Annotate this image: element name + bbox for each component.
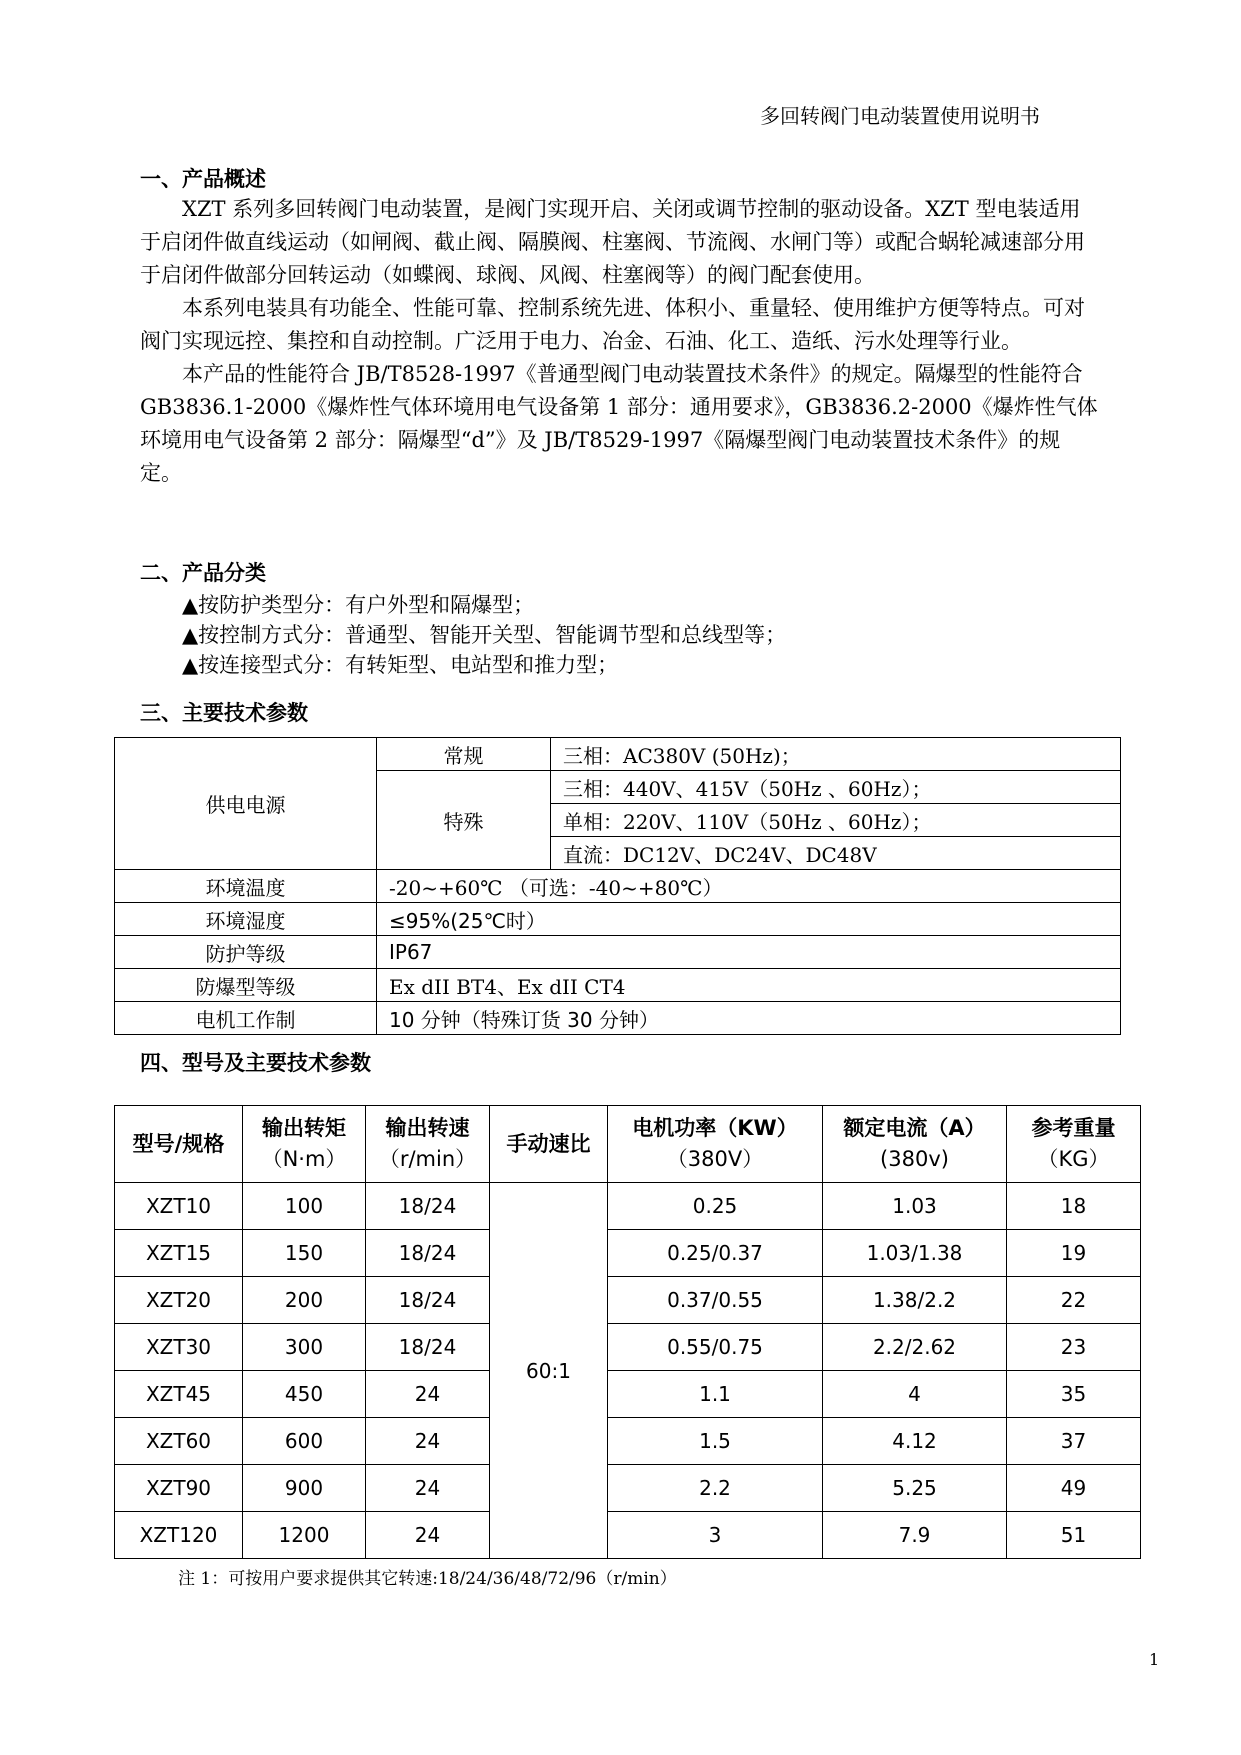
table-cell: 2.2/2.62 <box>823 1324 1007 1371</box>
table-cell: XZT45 <box>115 1371 243 1418</box>
table-cell: XZT120 <box>115 1512 243 1559</box>
normal-value: 三相：AC380V (50Hz)； <box>551 738 1121 771</box>
table-cell: 4 <box>823 1371 1007 1418</box>
table-cell: XZT15 <box>115 1230 243 1277</box>
table-cell: 23 <box>1007 1324 1141 1371</box>
section1-para1: XZT 系列多回转阀门电动装置，是阀门实现开启、关闭或调节控制的驱动设备。XZT 型电装适用于启闭件做直线运动（如闸阀、截止阀、隔膜阀、柱塞阀、节流阀、水闸门等）或配合蜗轮减速部分用于启闭件做部分回转运动（如蝶阀、球阀、风阀、柱塞阀等）的阀门配套使用。 <box>140 197 1085 287</box>
normal-label: 常规 <box>377 738 551 771</box>
table-cell: 1.1 <box>608 1371 823 1418</box>
column-header: 参考重量 （KG） <box>1007 1106 1141 1183</box>
table-cell: 1.03/1.38 <box>823 1230 1007 1277</box>
table-cell: 24 <box>366 1371 490 1418</box>
column-header: 手动速比 <box>490 1106 608 1183</box>
table-cell: XZT20 <box>115 1277 243 1324</box>
table-cell: 5.25 <box>823 1465 1007 1512</box>
table-cell: 0.25 <box>608 1183 823 1230</box>
table-cell: 0.37/0.55 <box>608 1277 823 1324</box>
table-cell: 1.5 <box>608 1418 823 1465</box>
special-value: 三相：440V、415V（50Hz 、60Hz）； <box>551 771 1121 804</box>
table-row <box>115 969 1121 1002</box>
table-cell: 22 <box>1007 1277 1141 1324</box>
table-row <box>115 1183 1141 1230</box>
table-header-row <box>115 1106 1141 1183</box>
power-supply-label: 供电电源 <box>115 738 377 870</box>
column-header: 输出转速 （r/min） <box>366 1106 490 1183</box>
table-cell: 24 <box>366 1512 490 1559</box>
section3-heading: 三、主要技术参数 <box>140 700 308 725</box>
table-cell: 0.25/0.37 <box>608 1230 823 1277</box>
table-row <box>115 1371 1141 1418</box>
param-value: -20~+60℃ （可选：-40~+80℃） <box>377 870 1121 903</box>
table-cell: 19 <box>1007 1230 1141 1277</box>
table-row <box>115 1230 1141 1277</box>
tech-params-table <box>114 737 1121 1035</box>
table-cell: 35 <box>1007 1371 1141 1418</box>
table-cell: 18/24 <box>366 1277 490 1324</box>
table-cell: 2.2 <box>608 1465 823 1512</box>
section1-heading: 一、产品概述 <box>140 166 266 191</box>
param-value: IP67 <box>377 936 1121 969</box>
table-cell: 150 <box>243 1230 366 1277</box>
table-row <box>115 738 1121 771</box>
classification-item: ▲按控制方式分：普通型、智能开关型、智能调节型和总线型等； <box>182 623 787 647</box>
table-cell: 7.9 <box>823 1512 1007 1559</box>
special-label: 特殊 <box>377 771 551 870</box>
table-cell: 51 <box>1007 1512 1141 1559</box>
param-label: 防爆型等级 <box>115 969 377 1002</box>
column-header: 输出转矩 （N·m） <box>243 1106 366 1183</box>
column-header: 额定电流（A） (380v) <box>823 1106 1007 1183</box>
table-cell: 0.55/0.75 <box>608 1324 823 1371</box>
param-value: ≤95%(25℃时） <box>377 903 1121 936</box>
table-cell: 900 <box>243 1465 366 1512</box>
table-cell: 49 <box>1007 1465 1141 1512</box>
table-cell: 1.38/2.2 <box>823 1277 1007 1324</box>
param-label: 环境温度 <box>115 870 377 903</box>
table-cell: 18/24 <box>366 1183 490 1230</box>
table-cell: 200 <box>243 1277 366 1324</box>
param-label: 电机工作制 <box>115 1002 377 1035</box>
table-cell: XZT60 <box>115 1418 243 1465</box>
column-header: 型号/规格 <box>115 1106 243 1183</box>
table-cell: 1200 <box>243 1512 366 1559</box>
special-value: 直流：DC12V、DC24V、DC48V <box>551 837 1121 870</box>
table-cell: 18 <box>1007 1183 1141 1230</box>
table-cell: XZT30 <box>115 1324 243 1371</box>
table-row <box>115 1277 1141 1324</box>
table-cell: 450 <box>243 1371 366 1418</box>
table-row <box>115 1465 1141 1512</box>
section1-para2: 本系列电装具有功能全、性能可靠、控制系统先进、体积小、重量轻、使用维护方便等特点。可对阀门实现远控、集控和自动控制。广泛用于电力、冶金、石油、化工、造纸、污水处理等行业。 <box>140 296 1085 353</box>
param-value: 10 分钟（特殊订货 30 分钟） <box>377 1002 1121 1035</box>
table-cell: 300 <box>243 1324 366 1371</box>
section2-heading: 二、产品分类 <box>140 560 266 585</box>
classification-item: ▲按连接型式分：有转矩型、电站型和推力型； <box>182 653 619 677</box>
table-cell: 18/24 <box>366 1230 490 1277</box>
table-row <box>115 1324 1141 1371</box>
table-row <box>115 1002 1121 1035</box>
table-cell: 24 <box>366 1418 490 1465</box>
column-header: 电机功率（KW） （380V） <box>608 1106 823 1183</box>
table-cell: 600 <box>243 1418 366 1465</box>
special-value: 单相：220V、110V（50Hz 、60Hz）； <box>551 804 1121 837</box>
table-cell: 1.03 <box>823 1183 1007 1230</box>
table-cell: XZT90 <box>115 1465 243 1512</box>
table-note: 注 1：可按用户要求提供其它转速:18/24/36/48/72/96（r/min） <box>178 1569 677 1589</box>
table-cell: 100 <box>243 1183 366 1230</box>
classification-list <box>182 590 786 680</box>
section1-body <box>140 193 1100 490</box>
model-params-table <box>114 1105 1141 1559</box>
document-header-title: 多回转阀门电动装置使用说明书 <box>760 104 1040 128</box>
table-row <box>115 936 1121 969</box>
table-cell: 3 <box>608 1512 823 1559</box>
section1-para3: 本产品的性能符合 JB/T8528-1997《普通型阀门电动装置技术条件》的规定。隔爆型的性能符合GB3836.1-2000《爆炸性气体环境用电气设备第 1 部分：通用要求》，GB3836.2-2000《爆炸性气体环境用电气设备第 2 部分：隔爆型“d”》及 JB/T8529-1997《隔爆型阀门电动装置技术条件》的规定。 <box>140 362 1098 485</box>
table-cell: 18/24 <box>366 1324 490 1371</box>
table-row <box>115 1418 1141 1465</box>
table-cell: 4.12 <box>823 1418 1007 1465</box>
table-row <box>115 1512 1141 1559</box>
table-cell: XZT10 <box>115 1183 243 1230</box>
param-value: Ex dII BT4、Ex dII CT4 <box>377 969 1121 1002</box>
table-row <box>115 903 1121 936</box>
table-cell: 37 <box>1007 1418 1141 1465</box>
page-number: 1 <box>1149 1650 1160 1669</box>
table-row <box>115 870 1121 903</box>
section4-heading: 四、型号及主要技术参数 <box>140 1050 371 1075</box>
manual-ratio-cell: 60:1 <box>490 1183 608 1559</box>
param-label: 防护等级 <box>115 936 377 969</box>
param-label: 环境湿度 <box>115 903 377 936</box>
classification-item: ▲按防护类型分：有户外型和隔爆型； <box>182 593 535 617</box>
table-cell: 24 <box>366 1465 490 1512</box>
